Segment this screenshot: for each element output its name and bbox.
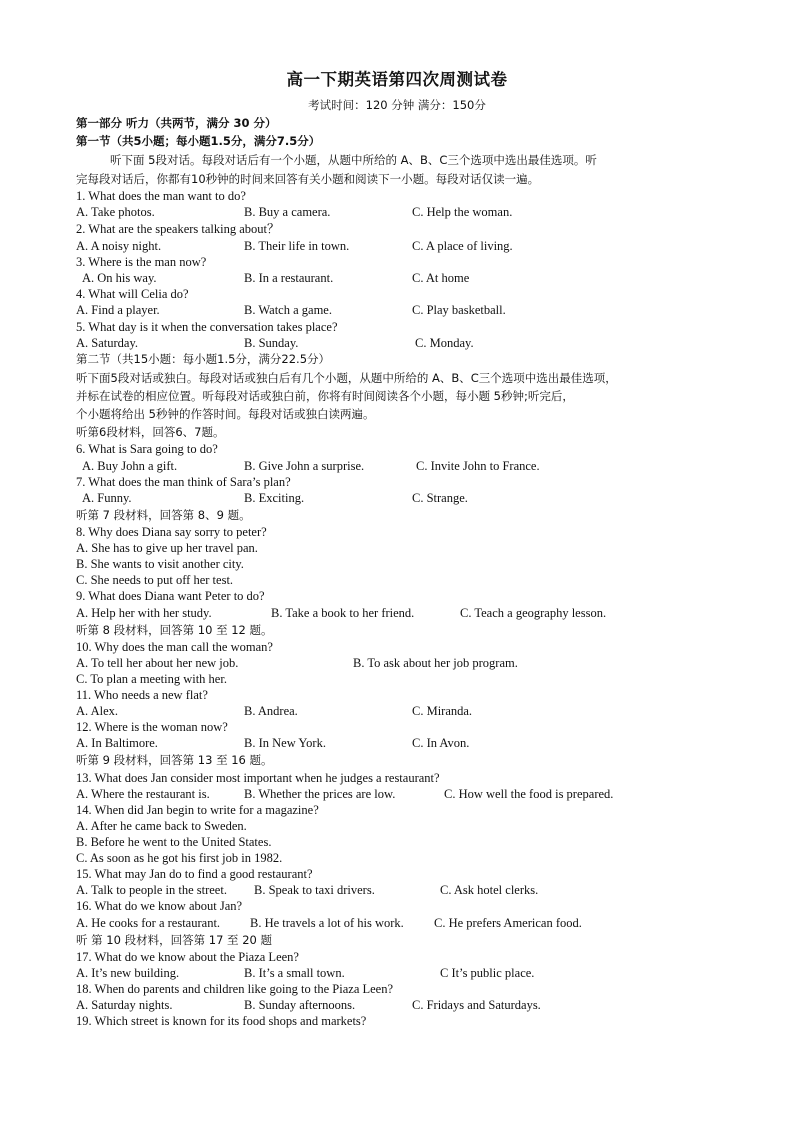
question-18: 18. When do parents and children like going to the Piaza Leen?	[76, 982, 394, 996]
option-12a: A. In Baltimore.	[76, 736, 158, 750]
option-3a: A. On his way.	[82, 271, 157, 285]
option-17b: B. It’s a small town.	[244, 966, 345, 980]
question-17: 17. What do we know about the Piaza Leen?	[76, 950, 299, 964]
option-11a: A. Alex.	[76, 704, 119, 718]
question-9: 9. What does Diana want Peter to do?	[76, 589, 265, 603]
material-7-label: 听第 7 段材料，回答第 8、9 题。	[76, 508, 251, 522]
option-8a: A. She has to give up her travel pan.	[76, 541, 258, 555]
option-8b: B. She wants to visit another city.	[76, 557, 244, 571]
question-16: 16. What do we know about Jan?	[76, 899, 243, 913]
option-15a: A. Talk to people in the street.	[76, 883, 227, 897]
option-6a: A. Buy John a gift.	[82, 459, 178, 473]
question-14: 14. When did Jan begin to write for a magazine?	[76, 803, 319, 817]
option-10a: A. To tell her about her new job.	[76, 656, 239, 670]
option-3b: B. In a restaurant.	[244, 271, 334, 285]
page-title: 高一下期英语第四次周测试卷	[286, 70, 508, 89]
section2-instructions-line1: 听下面5段对话或独白。每段对话或独白后有几个小题，从题中所给的 A、B、C三个选项中选出最佳选项，	[76, 371, 617, 385]
section2-instructions-line2: 并标在试卷的相应位置。听每段对话或独白前，你将有时间阅读各个小题，每小题 5秒钟;听完后，	[76, 389, 574, 403]
option-11b: B. Andrea.	[244, 704, 298, 718]
option-17a: A. It’s new building.	[76, 966, 180, 980]
option-9a: A. Help her with her study.	[76, 606, 212, 620]
option-15c: C. Ask hotel clerks.	[440, 883, 539, 897]
question-6: 6. What is Sara going to do?	[76, 442, 218, 456]
option-8c: C. She needs to put off her test.	[76, 573, 234, 587]
question-10: 10. Why does the man call the woman?	[76, 640, 273, 654]
option-4a: A. Find a player.	[76, 303, 160, 317]
option-5c: C. Monday.	[415, 336, 474, 350]
material-10-label: 听 第 10 段材料，回答第 17 至 20 题	[76, 933, 272, 947]
section2-instructions-line3: 个小题将给出 5秒钟的作答时间。每段对话或独白读两遍。	[76, 407, 375, 421]
option-18a: A. Saturday nights.	[76, 998, 173, 1012]
option-13b: B. Whether the prices are low.	[244, 787, 396, 801]
option-13a: A. Where the restaurant is.	[76, 787, 210, 801]
question-7: 7. What does the man think of Sara’s plan?	[76, 475, 291, 489]
question-19: 19. Which street is known for its food shops and markets?	[76, 1014, 367, 1028]
option-13c: C. How well the food is prepared.	[444, 787, 614, 801]
material-6-label: 听第6段材料，回答6、7题。	[76, 425, 225, 439]
material-9-label: 听第 9 段材料，回答第 13 至 16 题。	[76, 753, 273, 767]
option-9c: C. Teach a geography lesson.	[460, 606, 607, 620]
option-5a: A. Saturday.	[76, 336, 139, 350]
option-11c: C. Miranda.	[412, 704, 473, 718]
option-6c: C. Invite John to France.	[416, 459, 540, 473]
option-16c: C. He prefers American food.	[434, 916, 582, 930]
question-4: 4. What will Celia do?	[76, 287, 189, 301]
option-3c: C. At home	[412, 271, 470, 285]
section2-heading: 第二节（共15小题：每小题1.5分，满分22.5分）	[76, 352, 331, 366]
option-5b: B. Sunday.	[244, 336, 299, 350]
question-15: 15. What may Jan do to find a good restaurant?	[76, 867, 313, 881]
option-18c: C. Fridays and Saturdays.	[412, 998, 541, 1012]
question-3: 3. Where is the man now?	[76, 255, 207, 269]
question-1: 1. What does the man want to do?	[76, 189, 246, 203]
option-12c: C. In Avon.	[412, 736, 470, 750]
exam-info: 考试时间：120 分钟 满分：150分	[308, 98, 486, 112]
section1-heading: 第一节（共5小题；每小题1.5分，满分7.5分）	[76, 134, 321, 148]
question-11: 11. Who needs a new flat?	[76, 688, 208, 702]
question-2: 2. What are the speakers talking about？	[76, 222, 280, 236]
part1-heading: 第一部分 听力（共两节，满分 30 分）	[76, 116, 277, 130]
option-16b: B. He travels a lot of his work.	[250, 916, 404, 930]
option-10b: B. To ask about her job program.	[353, 656, 518, 670]
option-6b: B. Give John a surprise.	[244, 459, 365, 473]
option-7b: B. Exciting.	[244, 491, 305, 505]
material-8-label: 听第 8 段材料，回答第 10 至 12 题。	[76, 623, 273, 637]
option-18b: B. Sunday afternoons.	[244, 998, 356, 1012]
option-7a: A. Funny.	[82, 491, 132, 505]
option-14b: B. Before he went to the United States.	[76, 835, 272, 849]
option-15b: B. Speak to taxi drivers.	[254, 883, 375, 897]
section1-instructions-line2: 完每段对话后，你都有10秒钟的时间来回答有关小题和阅读下一小题。每段对话仅读一遍。	[76, 172, 540, 186]
option-2a: A. A noisy night.	[76, 239, 162, 253]
option-10c: C. To plan a meeting with her.	[76, 672, 227, 686]
option-4b: B. Watch a game.	[244, 303, 332, 317]
option-2c: C. A place of living.	[412, 239, 513, 253]
option-7c: C. Strange.	[412, 491, 468, 505]
option-9b: B. Take a book to her friend.	[271, 606, 415, 620]
option-2b: B. Their life in town.	[244, 239, 350, 253]
option-1b: B. Buy a camera.	[244, 205, 331, 219]
option-4c: C. Play basketball.	[412, 303, 506, 317]
question-8: 8. Why does Diana say sorry to peter?	[76, 525, 267, 539]
option-12b: B. In New York.	[244, 736, 326, 750]
section1-instructions-line1: 听下面 5段对话。每段对话后有一个小题，从题中所给的 A、B、C三个选项中选出最佳选项。听	[110, 153, 597, 167]
option-14a: A. After he came back to Sweden.	[76, 819, 247, 833]
question-13: 13. What does Jan consider most important when he judges a restaurant?	[76, 771, 440, 785]
question-5: 5. What day is it when the conversation takes place?	[76, 320, 338, 334]
question-12: 12. Where is the woman now?	[76, 720, 228, 734]
option-14c: C. As soon as he got his first job in 1982.	[76, 851, 283, 865]
option-17c: C It’s public place.	[440, 966, 535, 980]
option-16a: A. He cooks for a restaurant.	[76, 916, 221, 930]
option-1a: A. Take photos.	[76, 205, 155, 219]
option-1c: C. Help the woman.	[412, 205, 513, 219]
